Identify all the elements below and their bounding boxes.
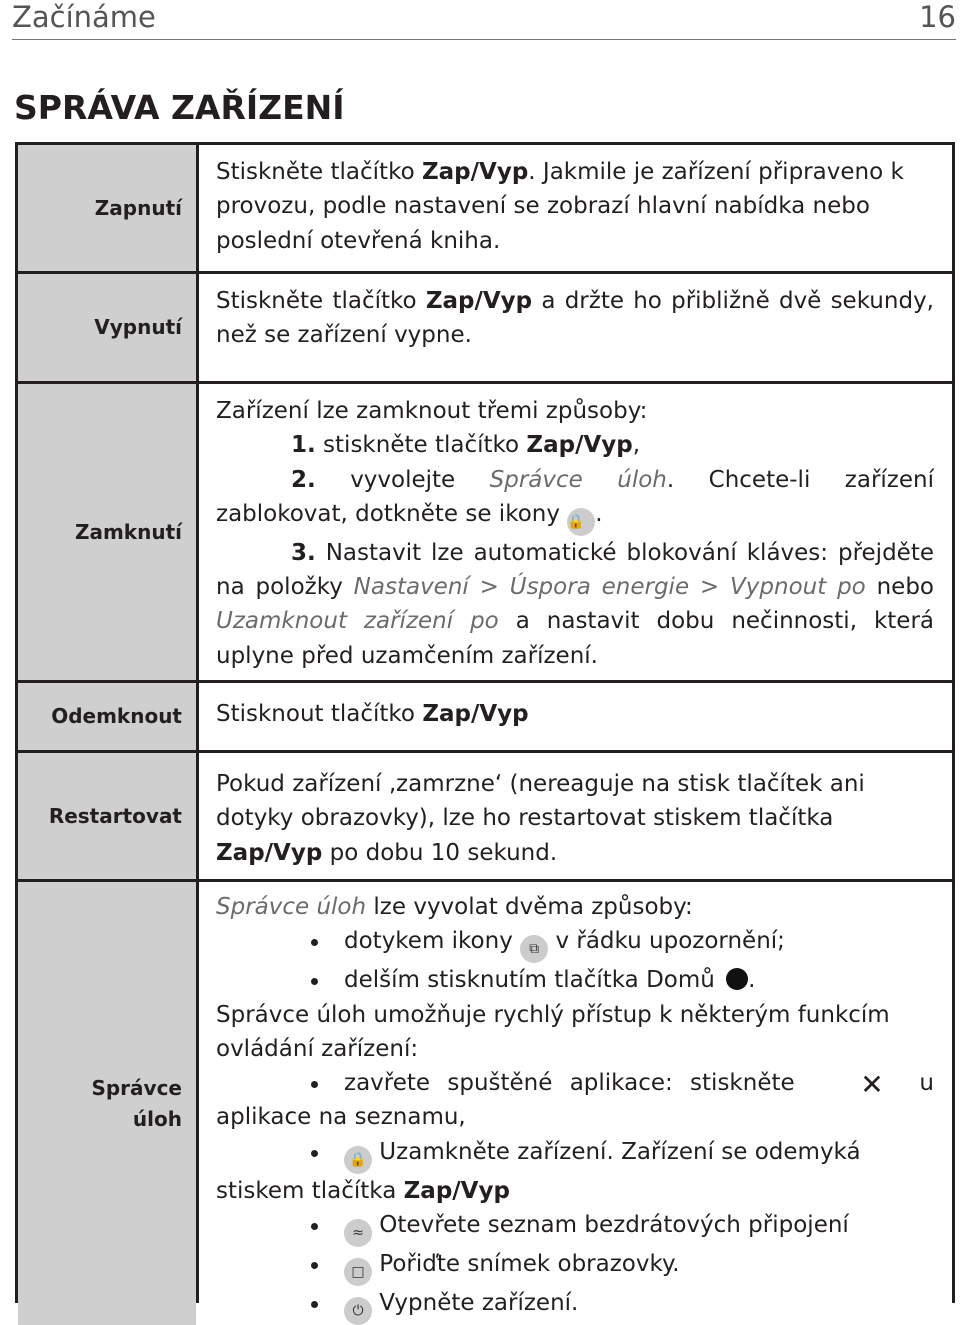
bullet-item xyxy=(216,1247,934,1286)
bullet-item xyxy=(216,1208,934,1247)
term-lock: Zamknutí xyxy=(18,384,196,680)
italic-text: Správce úloh xyxy=(489,466,667,493)
text: vyvolejte xyxy=(315,466,490,493)
lock-intro: Zařízení lze zamknout třemi způsoby: xyxy=(216,398,648,424)
text: dotykem ikony xyxy=(344,928,521,955)
term-power-on: Zapnutí xyxy=(18,145,196,271)
close-icon: ✕ xyxy=(860,1068,884,1102)
text: Uzamkněte zařízení. Zařízení se odemyká xyxy=(372,1138,861,1165)
task-manager-icon: ⧉ xyxy=(520,935,548,963)
bullet-item xyxy=(216,1066,934,1100)
bullet-row xyxy=(344,1066,934,1100)
text: u xyxy=(919,1070,934,1097)
text: po dobu 10 sekund. xyxy=(322,839,558,866)
bullet-dot xyxy=(311,978,318,985)
task-para: Správce úloh umožňuje rychlý přístup k některým funkcím ovládání zařízení: xyxy=(216,1001,890,1062)
bullet-dot xyxy=(311,1150,318,1157)
text: delším stisknutím tlačítka Domů xyxy=(344,967,723,994)
text: v řádku upozornění; xyxy=(548,928,785,955)
lock-icon: 🔒 xyxy=(344,1146,372,1174)
text: . xyxy=(595,500,603,527)
italic-text: Uzamknout zařízení po xyxy=(216,608,499,635)
desc-task-manager xyxy=(199,882,952,1325)
desc-power-on xyxy=(199,145,952,271)
text: Stiskněte tlačítko xyxy=(216,159,422,185)
italic-text: Nastavení > Úspora energie > Vypnout po xyxy=(353,574,866,601)
task-line xyxy=(216,1174,934,1208)
desc-unlock xyxy=(199,683,952,750)
bold-text: Zap/Vyp xyxy=(403,1177,510,1204)
task-line: aplikace na seznamu, xyxy=(216,1104,466,1131)
bold-text: Zap/Vyp xyxy=(425,288,533,314)
bold-text: Zap/Vyp xyxy=(421,159,529,185)
page-title: SPRÁVA ZAŘÍZENÍ xyxy=(14,88,345,127)
text: stiskem tlačítka xyxy=(216,1177,404,1204)
device-management-table xyxy=(15,142,955,1320)
text: a držte ho přibližně dvě sekundy, než se zařízení vypne. xyxy=(216,288,934,349)
home-button-icon xyxy=(726,968,748,990)
bold-text: Zap/Vyp xyxy=(526,432,633,459)
text: nebo xyxy=(865,574,934,601)
bullet-item xyxy=(216,963,934,997)
item-number: 3. xyxy=(291,539,316,566)
lock-item-1 xyxy=(216,428,934,462)
page-number: 16 xyxy=(919,0,956,34)
bullet-dot xyxy=(311,1301,318,1308)
bold-text: Zap/Vyp xyxy=(216,839,323,866)
desc-power-off xyxy=(199,274,952,381)
text: stiskněte tlačítko xyxy=(315,432,527,459)
text: a nastavit dobu nečinnosti, která uplyne před uzamčením zařízení. xyxy=(216,608,935,669)
text: lze vyvolat dvěma způsoby: xyxy=(366,894,693,920)
term-power-off: Vypnutí xyxy=(18,274,196,381)
item-number: 2. xyxy=(291,466,316,493)
text: . xyxy=(748,967,756,994)
text: . Chcete-li zařízení zablokovat, dotkněte se ikony xyxy=(216,466,934,527)
bullet-dot xyxy=(311,939,318,946)
page-header xyxy=(12,0,956,38)
text: Nastavit lze automatické blokování kláves: přejděte na položky xyxy=(216,539,934,601)
bullet-item xyxy=(216,1135,934,1174)
text: Pokud zařízení ‚zamrzne‘ (nereaguje na stisk tlačítek ani dotyky obrazovky), lze ho restartovat stiskem tlačítka xyxy=(216,771,865,832)
term-task-manager: Správce úloh xyxy=(18,882,196,1325)
lock-item-2 xyxy=(216,463,934,536)
text: zavřete spuštěné aplikace: stiskněte xyxy=(344,1070,795,1097)
wifi-icon: ≈ xyxy=(344,1219,372,1247)
screenshot-icon: □ xyxy=(344,1258,372,1286)
header-rule xyxy=(12,39,956,40)
bullet-item xyxy=(216,924,934,963)
text: . Jakmile je zařízení připraveno k provozu, podle nastavení se zobrazí hlavní nabídka nebo poslední otevřená kniha. xyxy=(216,159,904,254)
bullet-dot xyxy=(311,1223,318,1230)
desc-lock xyxy=(199,384,952,680)
text: Otevřete seznam bezdrátových připojení xyxy=(372,1212,849,1239)
lock-icon: 🔒 xyxy=(567,508,595,536)
text: Pořiďte snímek obrazovky. xyxy=(372,1251,680,1278)
term-unlock: Odemknout xyxy=(18,683,196,750)
text: , xyxy=(632,432,641,459)
lock-item-3 xyxy=(216,536,934,673)
power-icon: ⏻ xyxy=(344,1297,372,1325)
bullet-dot xyxy=(311,1081,318,1088)
bullet-dot xyxy=(311,1262,318,1269)
task-intro xyxy=(216,890,934,924)
bold-text: Zap/Vyp xyxy=(422,701,529,727)
term-restart: Restartovat xyxy=(18,753,196,879)
text: Stisknout tlačítko xyxy=(216,701,423,727)
text: Stiskněte tlačítko xyxy=(216,288,426,314)
italic-text: Správce úloh xyxy=(216,894,367,920)
section-name: Začínáme xyxy=(12,0,156,34)
text: Vypněte zařízení. xyxy=(372,1290,579,1317)
item-number: 1. xyxy=(291,432,316,459)
desc-restart xyxy=(199,753,952,879)
